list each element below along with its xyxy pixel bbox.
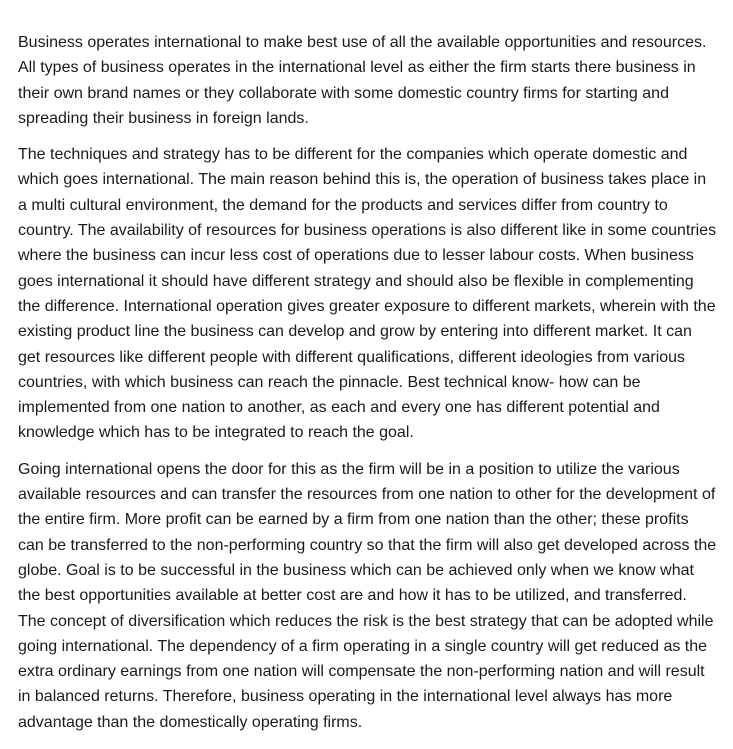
article-body bbox=[18, 30, 718, 735]
paragraph-intro: Business operates international to make best use of all the available opportunities and resources. All types of business operates in the international level as either the firm starts there business in their own brand names or they collaborate with some domestic country firms for starting and spreading their business in foreign lands. bbox=[18, 34, 707, 127]
paragraph-going-international: Going international opens the door for this as the firm will be in a position to utilize the various available resources and can transfer the resources from one nation to other for the development of the entire firm. More profit can be earned by a firm from one nation than the other; these profits can be transferred to the non-performing country so that the firm will also get developed across the globe. Goal is to be successful in the business which can be achieved only when we know what the best opportunities available at better cost are and how it has to be utilized, and transferred. The concept of diversification which reduces the risk is the best strategy that can be adopted while going international. The dependency of a firm operating in a single country will get reduced as the extra ordinary earnings from one nation will compensate the non-performing nation and will result in balanced returns. Therefore, business operating in the international level always has more advantage than the domestically operating firms. bbox=[18, 460, 717, 731]
paragraph-strategy: The techniques and strategy has to be different for the companies which operate domestic and which goes international. The main reason behind this is, the operation of business takes place in a multi cultural environment, the demand for the products and services differ from country to country. The availability of resources for business operations is also different like in some countries where the business can incur less cost of operations due to lesser labour costs. When business goes international it should have different strategy and should also be flexible in complementing the difference. International operation gives greater exposure to different markets, wherein with the existing product line the business can develop and grow by entering into different market. It can get resources like different people with different qualifications, different ideologies from various countries, with which business can reach the pinnacle. Best technical know- how can be implemented from one nation to another, as each and every one has different potential and knowledge which has to be integrated to reach the goal. bbox=[18, 146, 717, 442]
